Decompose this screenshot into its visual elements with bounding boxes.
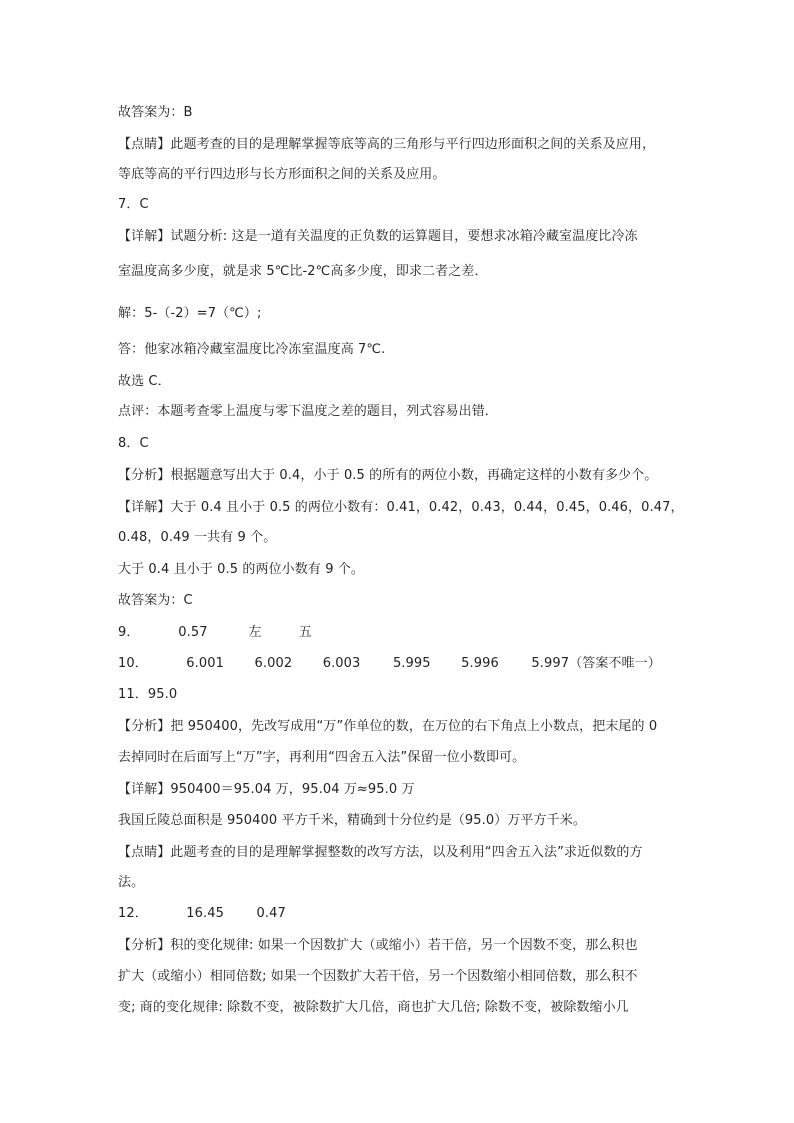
answer-blank: 6.002 [254, 656, 293, 671]
text-line: 变; 商的变化规律: 除数不变，被除数扩大几倍，商也扩大几倍; 除数不变，被除数缩小几 [118, 1000, 629, 1015]
question-11-answer: 11．95.0 [118, 687, 178, 702]
answer-blank: 6.001 [186, 656, 224, 671]
text-line: 解：5-（-2）=7（℃）; [118, 306, 262, 321]
text-line: 去掉同时在后面写上“万”字，再利用“四舍五入法”保留一位小数即可。 [118, 750, 526, 765]
text-line: 【详解】950400＝95.04 万，95.04 万≈95.0 万 [118, 782, 415, 797]
text-line: 大于 0.4 且小于 0.5 的两位小数有 9 个。 [118, 562, 365, 577]
question-12-answer [118, 905, 688, 923]
question-10-answer [118, 655, 688, 673]
question-number: 10． [118, 656, 148, 671]
text-line: 等底等高的平行四边形与长方形面积之间的关系及应用。 [118, 167, 446, 182]
text-line: 0.48，0.49 一共有 9 个。 [118, 530, 277, 545]
text-line: 故答案为：B [118, 105, 193, 120]
text-line: 答：他家冰箱冷藏室温度比冷冻室温度高 7℃. [118, 342, 386, 357]
answer-blank: 0.57 [178, 625, 208, 640]
text-line: 【分析】把 950400，先改写成用“万”作单位的数，在万位的右下角点上小数点，把末尾的 0 [118, 719, 658, 734]
text-line: 我国丘陵总面积是 950400 平方千米，精确到十分位约是（95.0）万平方千米。 [118, 813, 586, 828]
text-line: 故选 C． [118, 374, 171, 389]
question-9-answer [118, 624, 688, 642]
text-line: 【详解】试题分析: 这是一道有关温度的正负数的运算题目，要想求冰箱冷藏室温度比冷冻 [118, 229, 638, 244]
text-line: 【详解】大于 0.4 且小于 0.5 的两位小数有：0.41，0.42，0.43，0.44，0.45，0.46，0.47， [118, 500, 684, 515]
text-line: 点评：本题考查零上温度与零下温度之差的题目，列式容易出错． [118, 404, 498, 419]
answer-blank: 左 [248, 625, 262, 640]
question-7-answer: 7．C [118, 197, 149, 212]
answer-blank: 5.995 [392, 656, 431, 671]
text-line: 扩大（或缩小）相同倍数; 如果一个因数扩大若干倍，另一个因数缩小相同倍数，那么积不 [118, 969, 638, 984]
text-line: 【分析】根据题意写出大于 0.4，小于 0.5 的所有的两位小数，再确定这样的小数有多少个。 [118, 468, 658, 483]
question-8-answer: 8．C [118, 436, 149, 451]
text-line: 【点睛】此题考查的目的是理解掌握整数的改写方法，以及利用“四舍五入法”求近似数的方 [118, 845, 643, 860]
text-line: 法。 [118, 875, 145, 890]
answer-blank: 五 [298, 625, 312, 640]
answer-blank: 16.45 [186, 906, 224, 921]
question-number: 9． [118, 625, 140, 640]
text-line: 【点睛】此题考查的目的是理解掌握等底等高的三角形与平行四边形面积之间的关系及应用， [118, 137, 656, 152]
question-number: 12． [118, 906, 148, 921]
text-line: 室温度高多少度，就是求 5℃比-2℃高多少度，即求二者之差． [118, 264, 488, 279]
answer-blank: 5.997（答案不唯一） [531, 656, 661, 671]
text-line: 【分析】积的变化规律: 如果一个因数扩大（或缩小）若干倍，另一个因数不变，那么积也 [118, 938, 638, 953]
answer-blank: 0.47 [256, 906, 286, 921]
answer-blank: 6.003 [322, 656, 361, 671]
text-line: 故答案为：C [118, 593, 193, 608]
answer-blank: 5.996 [461, 656, 499, 671]
